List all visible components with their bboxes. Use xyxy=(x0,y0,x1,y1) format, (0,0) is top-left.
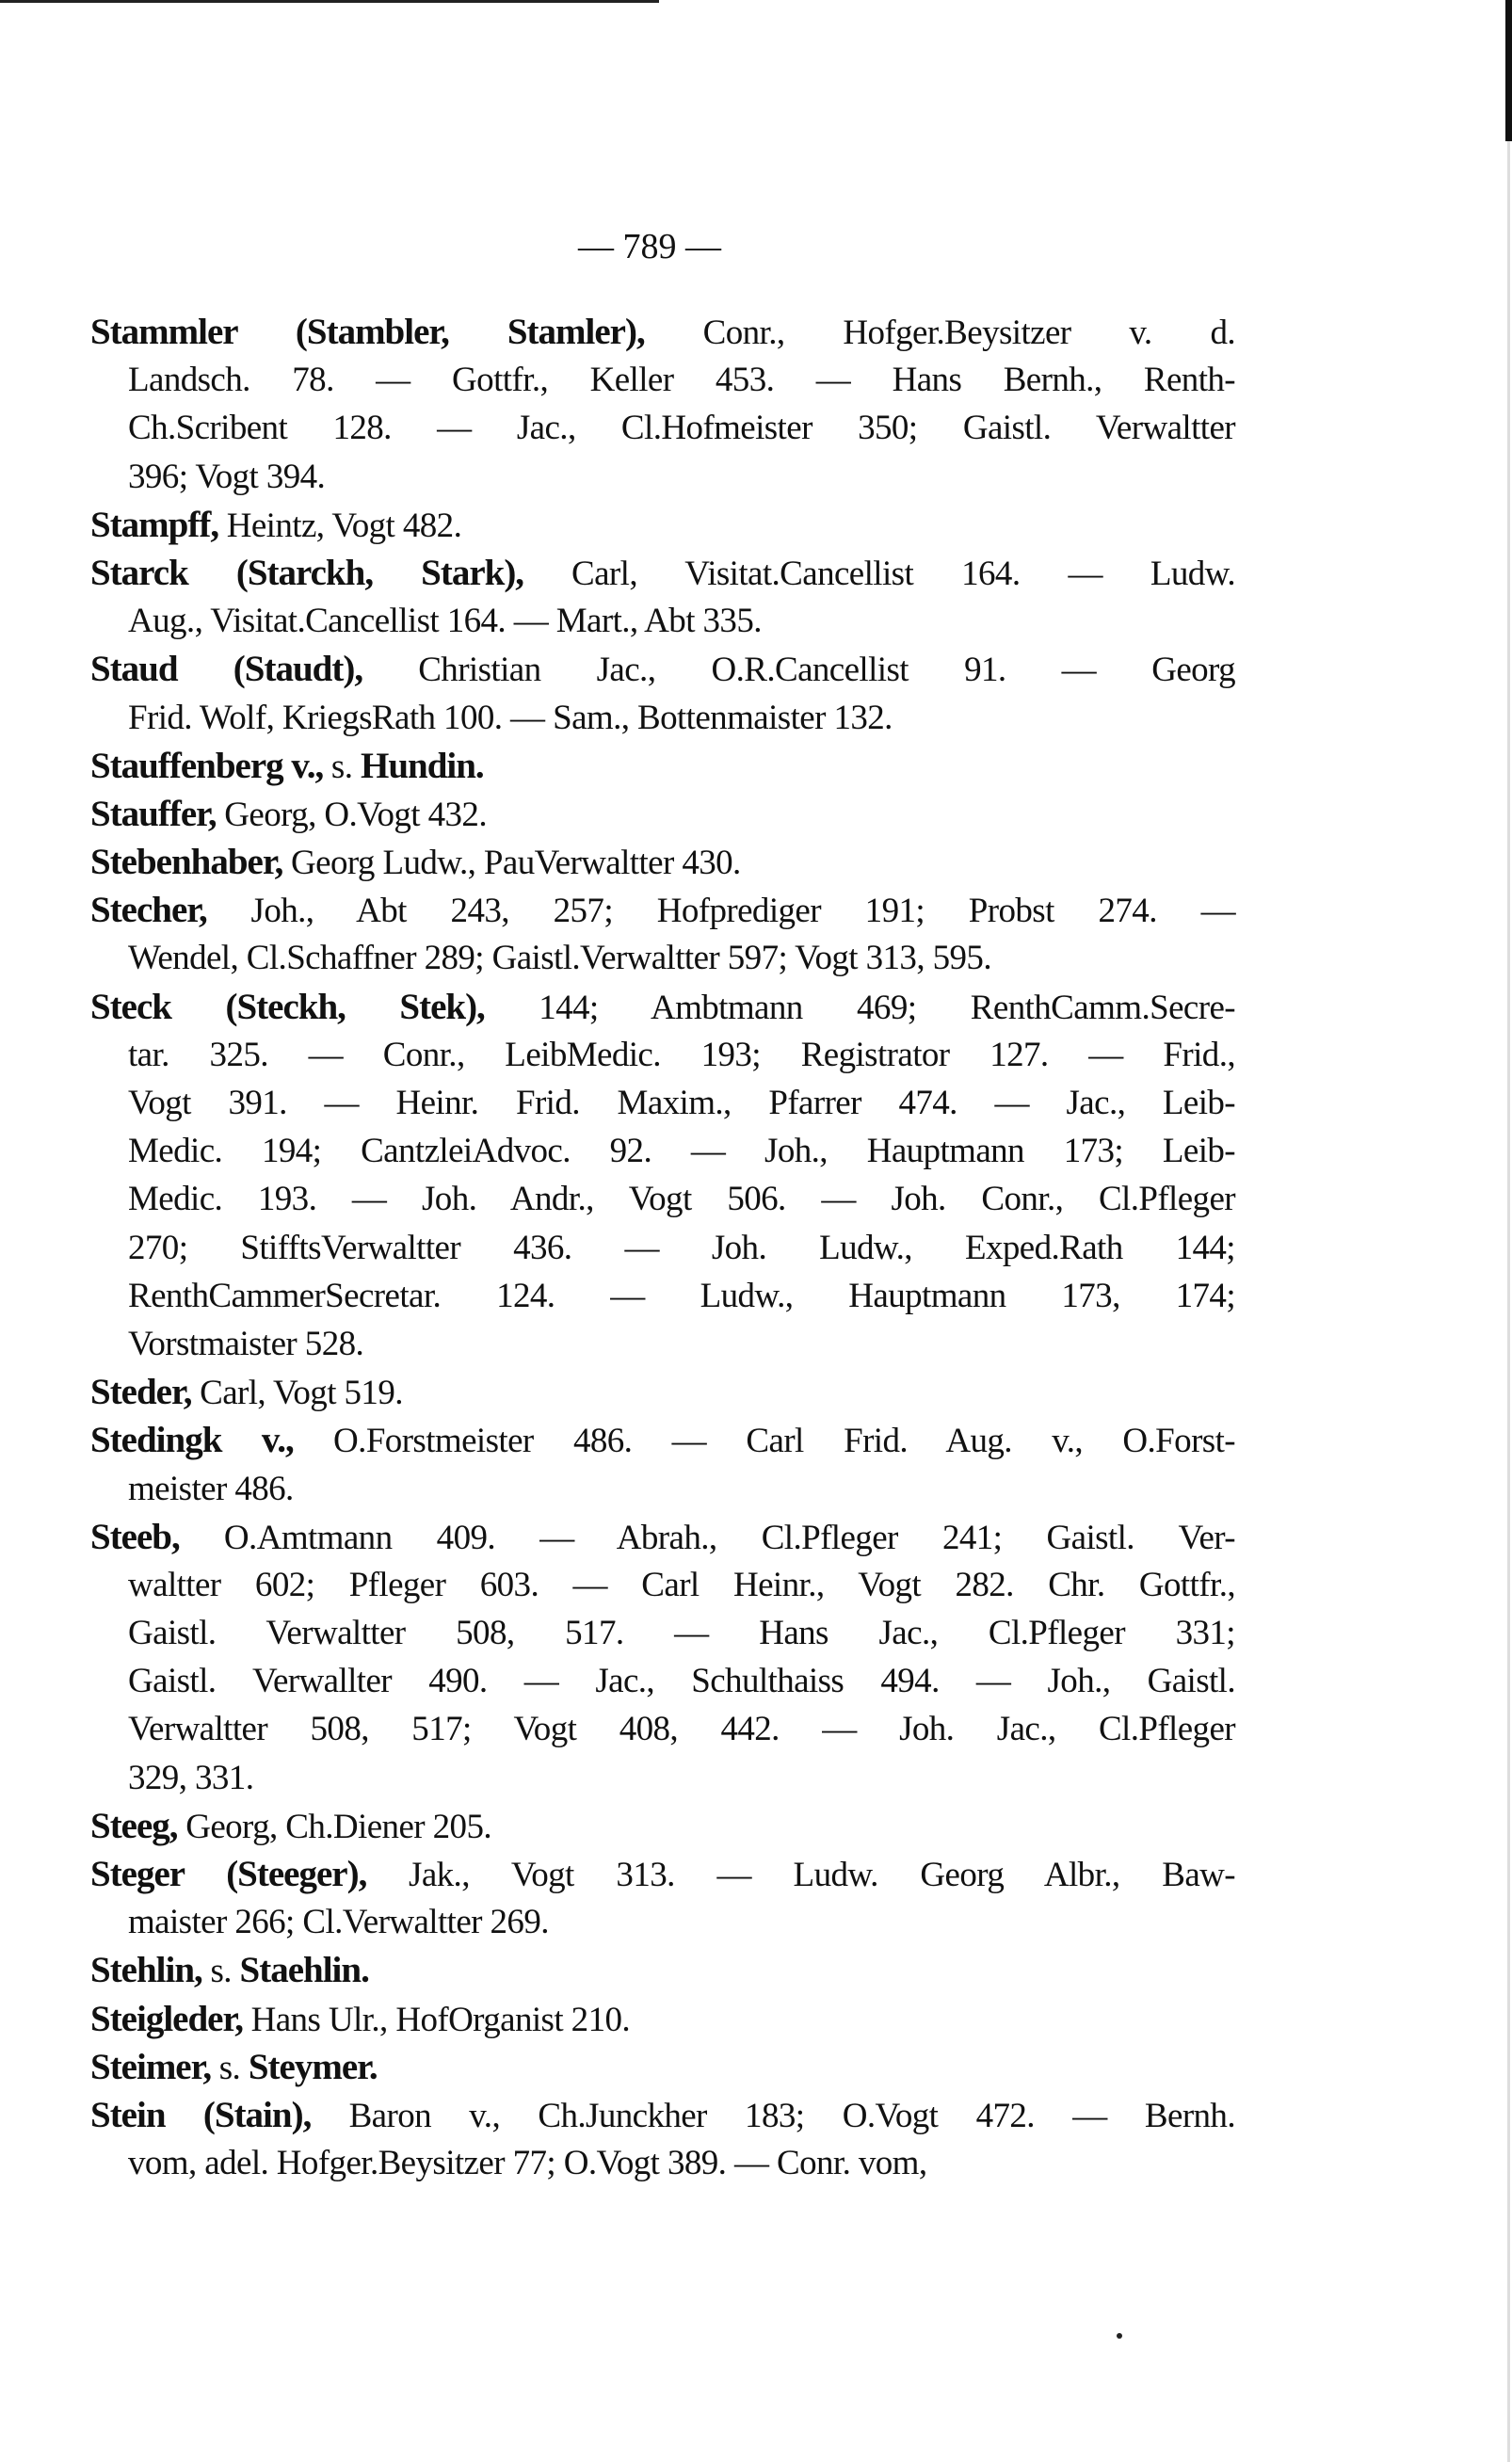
entry-headword: Stein (Stain), xyxy=(90,2094,312,2135)
entry-headword: Steck (Steckh, Stek), xyxy=(90,986,485,1027)
entry-headword: Stauffer, xyxy=(90,793,217,834)
index-entry xyxy=(90,501,1235,549)
entry-continuation-line xyxy=(90,1175,1235,1223)
index-entry xyxy=(90,1416,1235,1512)
entry-continuation-line xyxy=(90,404,1235,452)
entry-continuation-line xyxy=(90,1224,1235,1272)
index-entry xyxy=(90,1995,1235,2043)
entry-first-line xyxy=(90,1802,1235,1850)
entry-headword: Steymer. xyxy=(248,2046,378,2087)
entry-first-line xyxy=(90,549,1235,597)
entry-text: s. xyxy=(201,1952,240,1991)
entry-first-line xyxy=(90,501,1235,549)
entry-first-line xyxy=(90,1946,1235,1994)
entry-first-line xyxy=(90,1995,1235,2043)
entry-text: maister 266; Cl.Verwaltter 269. xyxy=(128,1903,549,1942)
index-entries xyxy=(90,308,1235,2187)
entry-continuation-line xyxy=(90,1465,1235,1513)
entry-text: Conr., Hofger.Beysitzer v. d. xyxy=(644,314,1235,352)
entry-text: Georg, Ch.Diener 205. xyxy=(177,1807,492,1846)
entry-text: Georg Ludw., PauVerwaltter 430. xyxy=(282,844,741,883)
entry-continuation-line xyxy=(90,694,1235,742)
entry-continuation-line xyxy=(90,1657,1235,1705)
entry-text: meister 486. xyxy=(128,1469,294,1508)
entry-continuation-line xyxy=(90,1898,1235,1946)
entry-text: Carl, Visitat.Cancellist 164. — Ludw. xyxy=(523,554,1235,593)
index-entry xyxy=(90,886,1235,982)
entry-headword: Steger (Steeger), xyxy=(90,1854,367,1894)
entry-continuation-line xyxy=(90,1754,1235,1802)
entry-text: Christian Jac., O.R.Cancellist 91. — Georg xyxy=(362,651,1236,690)
entry-text: Vorstmaister 528. xyxy=(128,1324,364,1363)
entry-text: Jak., Vogt 313. — Ludw. Georg Albr., Baw- xyxy=(366,1856,1235,1894)
entry-text: 396; Vogt 394. xyxy=(128,457,326,496)
entry-continuation-line xyxy=(90,453,1235,501)
entry-text: Gaistl. Verwallter 490. — Jac., Schulthaiss 494. — Joh., Gaistl. xyxy=(128,1662,1235,1701)
entry-headword: Stehlin, xyxy=(90,1950,202,1991)
index-entry xyxy=(90,2091,1235,2187)
entry-first-line xyxy=(90,886,1235,934)
entry-text: s. xyxy=(211,2048,249,2087)
entry-first-line xyxy=(90,838,1235,886)
entry-headword: Steeb, xyxy=(90,1516,180,1557)
entry-first-line xyxy=(90,1513,1235,1561)
entry-text: Joh., Abt 243, 257; Hofprediger 191; Probst 274. — xyxy=(206,892,1235,931)
index-entry xyxy=(90,645,1235,741)
entry-headword: Steder, xyxy=(90,1372,192,1413)
entry-continuation-line xyxy=(90,1031,1235,1079)
entry-text: Gaistl. Verwaltter 508, 517. — Hans Jac., Cl.Pfleger 331; xyxy=(128,1614,1235,1653)
scan-edge-top xyxy=(0,0,659,3)
entry-first-line xyxy=(90,308,1235,356)
entry-headword: Steimer, xyxy=(90,2046,212,2087)
entry-text: Wendel, Cl.Schaffner 289; Gaistl.Verwaltter 597; Vogt 313, 595. xyxy=(128,939,991,978)
entry-text: Frid. Wolf, KriegsRath 100. — Sam., Bottenmaister 132. xyxy=(128,698,893,737)
entry-headword: Steeg, xyxy=(90,1805,178,1846)
entry-continuation-line xyxy=(90,597,1235,645)
entry-headword: Staehlin. xyxy=(239,1950,369,1991)
entry-text: 270; StifftsVerwaltter 436. — Joh. Ludw., Exped.Rath 144; xyxy=(128,1228,1235,1267)
entry-text: Georg, O.Vogt 432. xyxy=(216,795,487,834)
entry-first-line xyxy=(90,2043,1235,2091)
index-entry xyxy=(90,1850,1235,1946)
page-number: — 789 — xyxy=(578,227,721,266)
entry-text: waltter 602; Pfleger 603. — Carl Heinr., Vogt 282. Chr. Gottfr., xyxy=(128,1565,1235,1604)
entry-headword: Stedingk v., xyxy=(90,1420,294,1461)
index-entry xyxy=(90,549,1235,645)
entry-first-line xyxy=(90,983,1235,1031)
entry-headword: Stebenhaber, xyxy=(90,842,283,883)
entry-text: Hans Ulr., HofOrganist 210. xyxy=(242,2000,631,2039)
entry-text: Verwaltter 508, 517; Vogt 408, 442. — Joh. Jac., Cl.Pfleger xyxy=(128,1710,1235,1749)
entry-first-line xyxy=(90,1368,1235,1416)
entry-continuation-line xyxy=(90,1705,1235,1753)
entry-first-line xyxy=(90,742,1235,790)
entry-continuation-line xyxy=(90,1079,1235,1127)
index-entry xyxy=(90,1946,1235,1994)
entry-continuation-line xyxy=(90,356,1235,404)
index-entry xyxy=(90,742,1235,790)
index-entry xyxy=(90,308,1235,501)
index-entry xyxy=(90,2043,1235,2091)
entry-text: Vogt 391. — Heinr. Frid. Maxim., Pfarrer 474. — Jac., Leib- xyxy=(128,1084,1235,1122)
index-entry xyxy=(90,1802,1235,1850)
entry-headword: Stampff, xyxy=(90,504,219,545)
entry-text: 144; Ambtmann 469; RenthCamm.Secre- xyxy=(484,988,1235,1027)
index-entry xyxy=(90,1368,1235,1416)
entry-text: Medic. 194; CantzleiAdvoc. 92. — Joh., Hauptmann 173; Leib- xyxy=(128,1132,1235,1171)
entry-continuation-line xyxy=(90,1320,1235,1368)
ink-speck xyxy=(1117,2333,1122,2339)
entry-text: tar. 325. — Conr., LeibMedic. 193; Registrator 127. — Frid., xyxy=(128,1035,1235,1074)
entry-headword: Stauffenberg v., xyxy=(90,745,324,786)
index-entry xyxy=(90,838,1235,886)
entry-text: RenthCammerSecretar. 124. — Ludw., Hauptmann 173, 174; xyxy=(128,1276,1235,1315)
entry-text: Baron v., Ch.Junckher 183; O.Vogt 472. — Bernh. xyxy=(311,2096,1235,2135)
entry-continuation-line xyxy=(90,1609,1235,1657)
entry-continuation-line xyxy=(90,1272,1235,1320)
scan-edge-right xyxy=(1505,0,1512,141)
entry-text: Heintz, Vogt 482. xyxy=(218,506,462,545)
scan-edge-shadow xyxy=(1507,0,1510,2462)
index-entry xyxy=(90,983,1235,1369)
entry-continuation-line xyxy=(90,2139,1235,2187)
entry-first-line xyxy=(90,645,1235,693)
entry-text: O.Amtmann 409. — Abrah., Cl.Pfleger 241; Gaistl. Ver- xyxy=(179,1518,1235,1557)
entry-first-line xyxy=(90,2091,1235,2139)
entry-first-line xyxy=(90,790,1235,838)
entry-headword: Stammler (Stambler, Stamler), xyxy=(90,312,645,352)
entry-text: 329, 331. xyxy=(128,1758,254,1797)
entry-headword: Stecher, xyxy=(90,890,207,931)
index-entry xyxy=(90,1513,1235,1802)
entry-text: vom, adel. Hofger.Beysitzer 77; O.Vogt 389. — Conr. vom, xyxy=(128,2144,927,2183)
entry-text: s. xyxy=(323,747,361,786)
entry-headword: Steigleder, xyxy=(90,1998,243,2039)
entry-text: Landsch. 78. — Gottfr., Keller 453. — Hans Bernh., Renth- xyxy=(128,361,1235,400)
entry-text: Aug., Visitat.Cancellist 164. — Mart., Abt 335. xyxy=(128,602,762,641)
entry-first-line xyxy=(90,1416,1235,1464)
entry-text: Ch.Scribent 128. — Jac., Cl.Hofmeister 350; Gaistl. Verwaltter xyxy=(128,409,1235,448)
entry-text: Carl, Vogt 519. xyxy=(191,1374,403,1413)
entry-continuation-line xyxy=(90,1127,1235,1175)
entry-continuation-line xyxy=(90,934,1235,982)
entry-headword: Hundin. xyxy=(361,745,484,786)
entry-text: Medic. 193. — Joh. Andr., Vogt 506. — Joh. Conr., Cl.Pfleger xyxy=(128,1180,1235,1219)
entry-first-line xyxy=(90,1850,1235,1898)
entry-text: O.Forstmeister 486. — Carl Frid. Aug. v., O.Forst- xyxy=(293,1422,1235,1461)
entry-continuation-line xyxy=(90,1561,1235,1609)
index-entry xyxy=(90,790,1235,838)
entry-headword: Starck (Starckh, Stark), xyxy=(90,552,524,593)
entry-headword: Staud (Staudt), xyxy=(90,649,363,690)
